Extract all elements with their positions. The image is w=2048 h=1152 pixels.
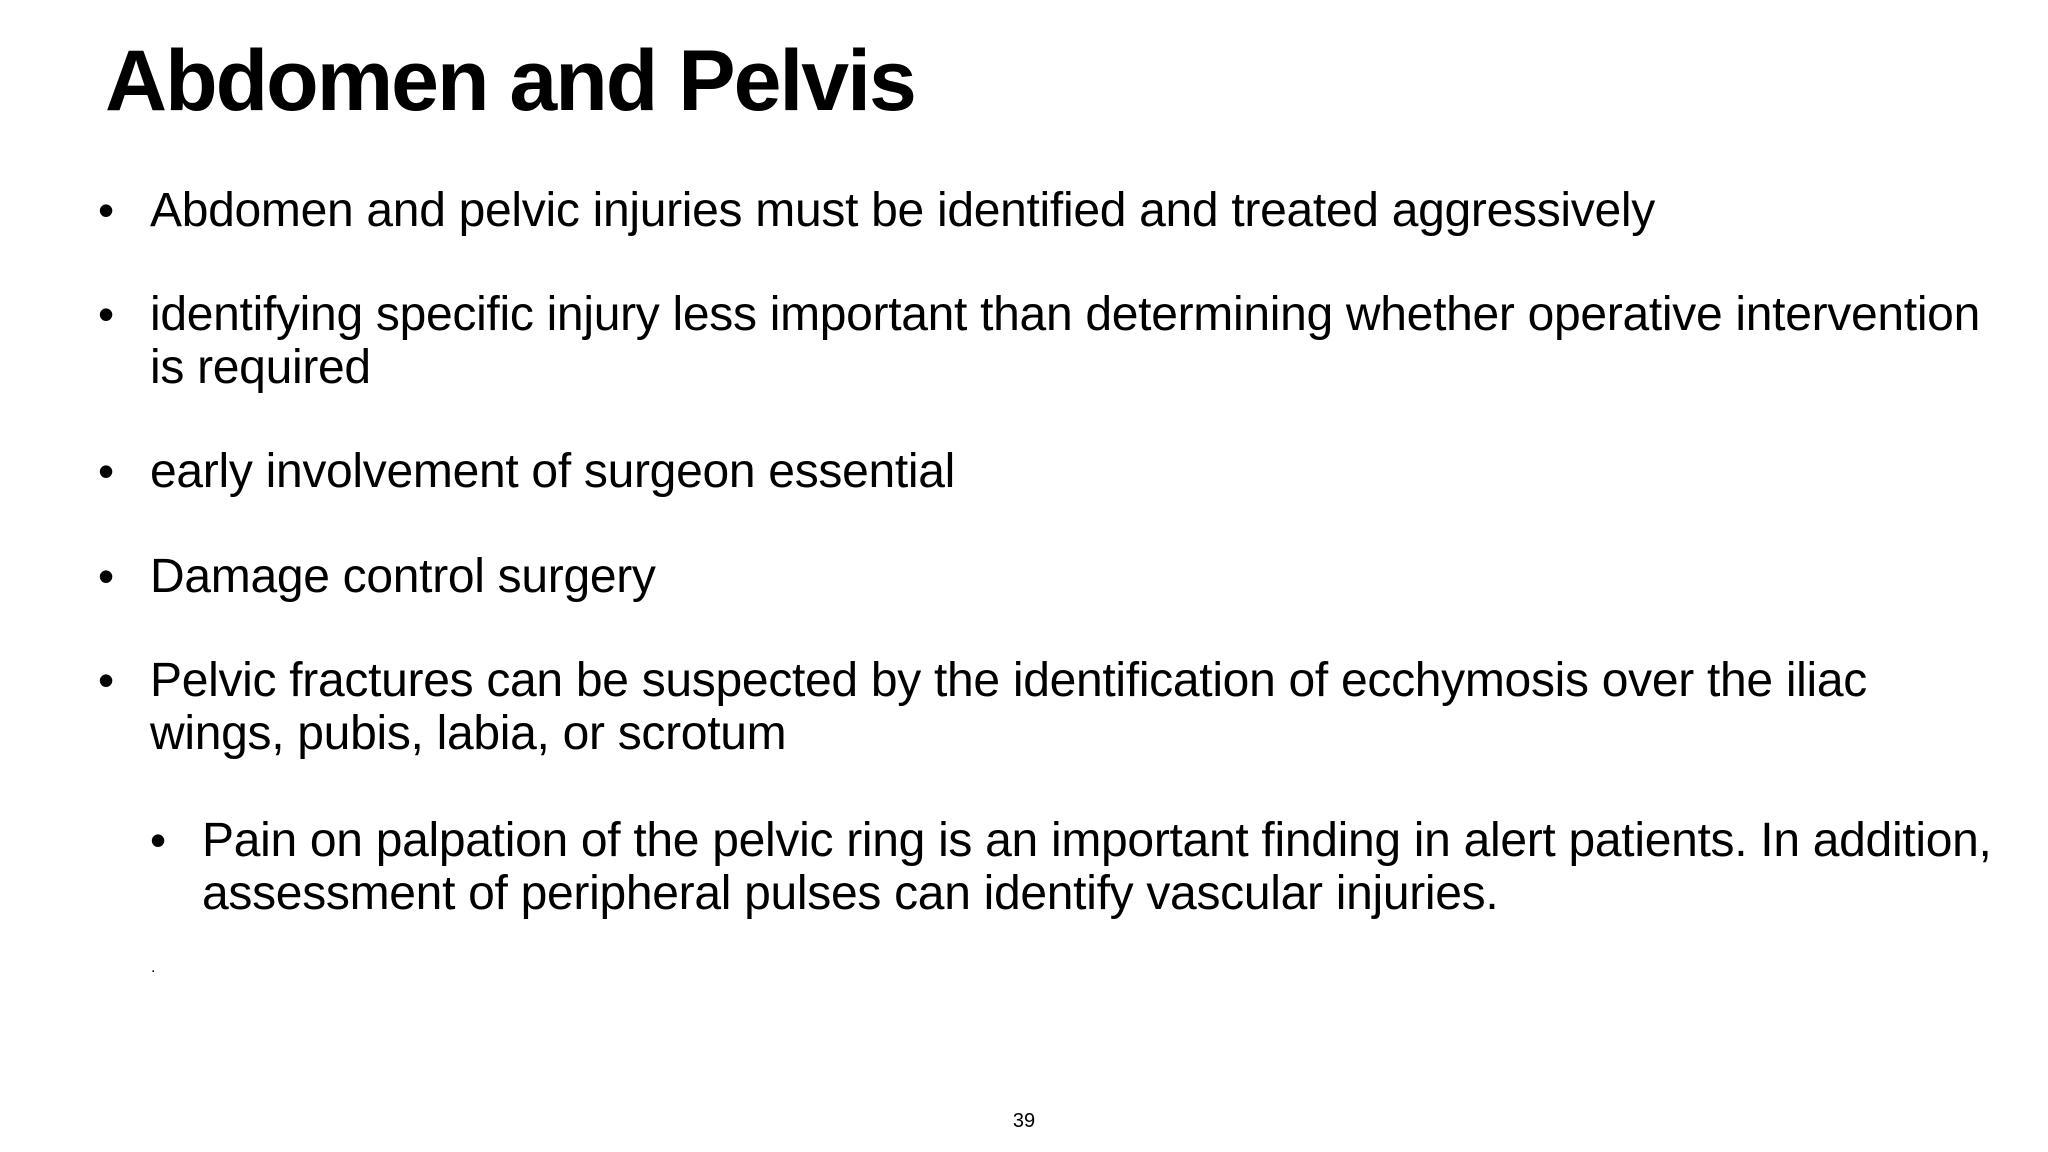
bullet-point: •	[98, 654, 115, 706]
slide-title: Abdomen and Pelvis	[105, 33, 915, 129]
bullet-point: •	[98, 288, 115, 340]
bullet-point: •	[98, 550, 115, 602]
stray-mark: .	[151, 959, 156, 976]
bullet-text: Damage control surgery	[150, 550, 656, 603]
bullet-text: identifying specific injury less important than determining whether operative intervention is required	[150, 288, 1980, 394]
page-number: 39	[1012, 1110, 1036, 1132]
sub-bullet-text: Pain on palpation of the pelvic ring is an important finding in alert patients. In addition, assessment of peripheral pulses can identify vascular injuries.	[202, 814, 1992, 920]
bullet-text: Abdomen and pelvic injuries must be identified and treated aggressively	[150, 184, 1655, 237]
sub-bullet-point: •	[150, 814, 167, 866]
bullet-text: early involvement of surgeon essential	[150, 445, 956, 498]
bullet-text: Pelvic fractures can be suspected by the identification of ecchymosis over the iliac wings, pubis, labia, or scrotum	[150, 654, 1868, 760]
bullet-point: •	[98, 445, 115, 497]
bullet-point: •	[98, 184, 115, 236]
